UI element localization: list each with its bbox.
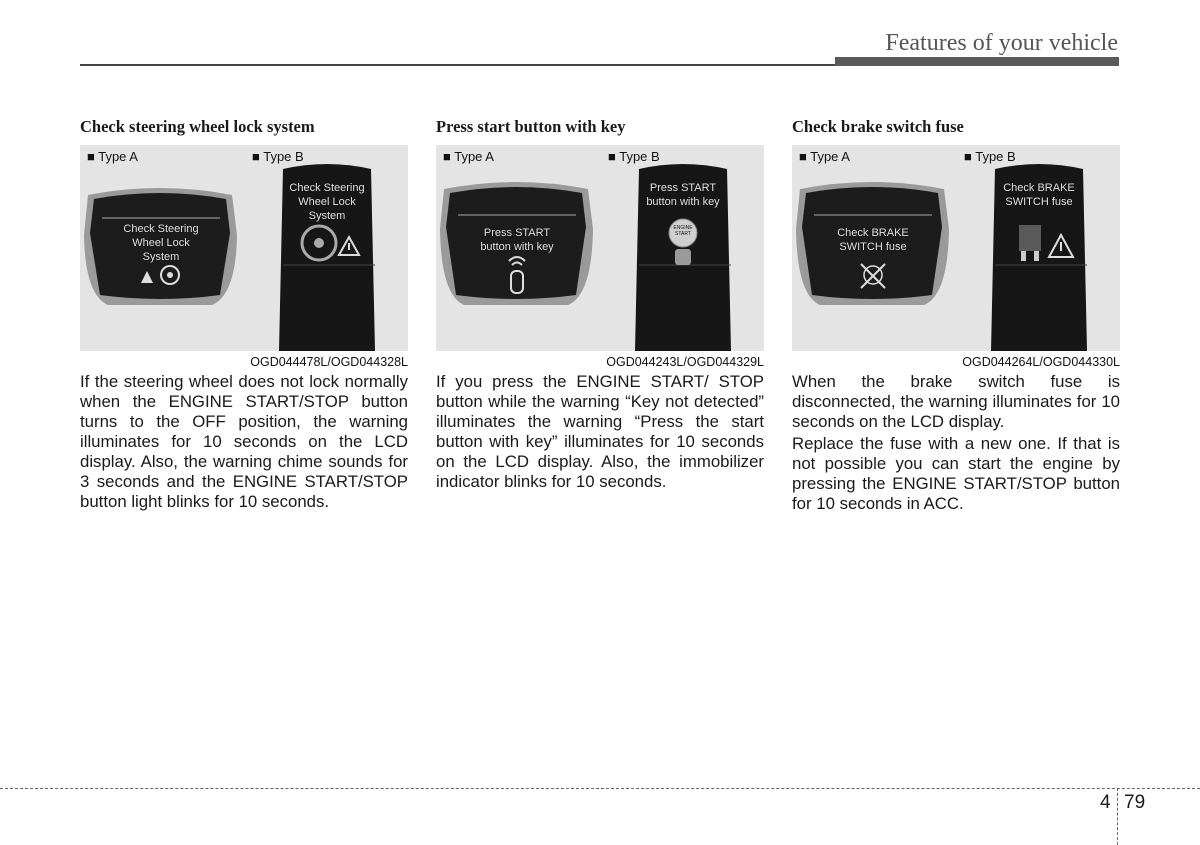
chapter-number: 4 <box>1100 792 1111 813</box>
figure-panel-type-b <box>245 145 408 351</box>
section-title: Press start button with key <box>436 117 626 136</box>
type-b-label: ■ Type B <box>608 149 660 164</box>
display-text-type-b: Press START button with key <box>646 182 720 208</box>
figure-press-start <box>436 145 764 351</box>
display-text-type-a: Check BRAKE SWITCH fuse <box>837 227 909 253</box>
display-text-type-b: Check BRAKE SWITCH fuse <box>1003 182 1075 208</box>
display-text-type-a: Check Steering Wheel Lock System <box>123 223 199 263</box>
section-press-start <box>436 117 764 492</box>
page-number: 79 <box>1124 792 1146 813</box>
fuse-crossed-icon <box>858 261 888 293</box>
figure-panel-type-a <box>80 145 241 351</box>
header-rule <box>80 64 835 66</box>
display-text-type-a: Press START button with key <box>480 227 554 253</box>
figure-panel-type-a <box>436 145 597 351</box>
type-b-label: ■ Type B <box>964 149 1016 164</box>
type-b-label: ■ Type B <box>252 149 304 164</box>
figure-panel-type-a <box>792 145 953 351</box>
type-a-label: ■ Type A <box>443 149 494 164</box>
body-paragraph: If the steering wheel does not lock normally when the ENGINE START/STOP button turns to the OFF position, the warning illuminates for 10 seconds on the LCD display. Also, the warning chime sounds for 3 seconds and the ENGINE START/STOP button light blinks for 10 seconds. <box>80 372 408 511</box>
body-paragraph: Replace the fuse with a new one. If that is not possible you can start the engine by pressing the ENGINE START/STOP button for 10 seconds in ACC. <box>792 434 1120 513</box>
figure-caption: OGD044478L/OGD044328L <box>250 355 408 369</box>
smart-key-icon <box>504 253 530 297</box>
display-text-type-b: Check Steering Wheel Lock System <box>289 182 365 222</box>
figure-steering-lock <box>80 145 408 351</box>
header-rule-accent <box>835 57 1119 66</box>
section-title: Check brake switch fuse <box>792 117 964 136</box>
figure-caption: OGD044243L/OGD044329L <box>606 355 764 369</box>
body-paragraph: When the brake switch fuse is disconnected, the warning illuminates for 10 seconds on the LCD display. <box>792 372 1120 431</box>
section-brake-fuse <box>792 117 1120 514</box>
figure-panel-type-b <box>957 145 1120 351</box>
body-paragraph: If you press the ENGINE START/ STOP button while the warning “Key not detected” illuminates the warning “Press the start button with key” illuminates for 10 seconds on the LCD display. Also, the immobilizer indicator blinks for 10 seconds. <box>436 372 764 491</box>
figure-brake-fuse <box>792 145 1120 351</box>
footer-rule <box>0 788 1200 789</box>
fuse-warning-icon <box>1015 221 1077 263</box>
engine-start-button-text: ENGINE START <box>673 225 693 237</box>
figure-panel-type-b <box>601 145 764 351</box>
footer-divider <box>1117 788 1118 845</box>
steering-wheel-warning-icon <box>297 221 363 265</box>
section-steering-lock <box>80 117 408 512</box>
type-a-label: ■ Type A <box>87 149 138 164</box>
figure-caption: OGD044264L/OGD044330L <box>962 355 1120 369</box>
page-header-title: Features of your vehicle <box>885 30 1118 56</box>
type-a-label: ■ Type A <box>799 149 850 164</box>
section-title: Check steering wheel lock system <box>80 117 315 136</box>
steering-wheel-warning-icon <box>138 263 184 287</box>
